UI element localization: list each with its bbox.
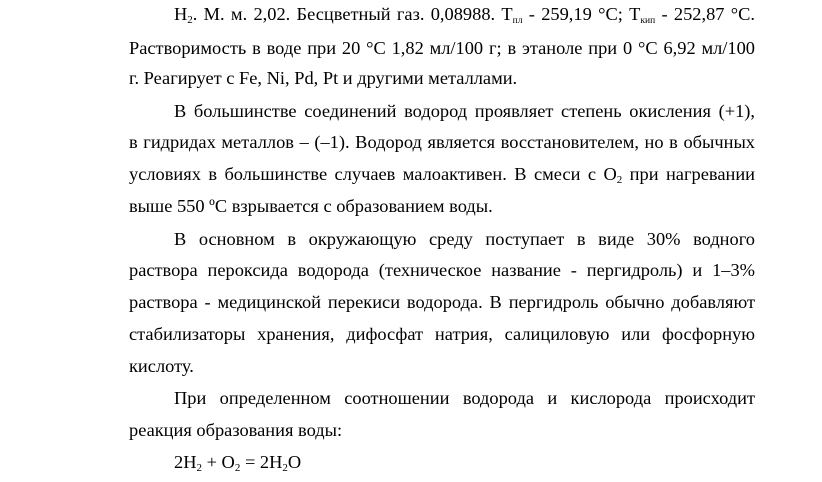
subscript: 2 — [234, 462, 241, 474]
p1-line-3: г. Реагирует с Fe, Ni, Pd, Pt и другими металлами. — [129, 68, 518, 88]
text-run: условиях в большинстве случаев малоактивен. В смеси с O — [129, 164, 617, 184]
p3-line-4: стабилизаторы хранения, дифосфат натрия, салициловую или фосфорную — [129, 324, 755, 344]
p1-line-2: Растворимость в воде при 20 °С 1,82 мл/100 г; в этаноле при 0 °С 6,92 мл/100 — [129, 38, 755, 58]
subscript: 2 — [616, 174, 623, 186]
subscript: кип — [640, 16, 656, 26]
text-run: O — [287, 452, 302, 472]
text-run: 2H — [174, 452, 197, 472]
text-run: при нагревании — [622, 164, 756, 184]
text-run: - 259,19 °С; Т — [522, 4, 641, 24]
subscript: пл — [512, 16, 523, 26]
text-run: H — [174, 4, 188, 24]
p3-line-2: раствора пероксида водорода (техническое название - пергидроль) и 1–3% — [129, 260, 755, 280]
p2-line-1: В большинстве соединений водород проявляет степень окисления (+1), — [174, 101, 755, 121]
reaction-equation — [174, 451, 301, 473]
subscript: 2 — [282, 462, 288, 474]
p2-line-3 — [129, 163, 755, 185]
text-run: + O — [201, 452, 235, 472]
subscript: 2 — [187, 14, 193, 26]
p3-line-1: В основном в окружающую среду поступает в виде 30% водного — [174, 229, 755, 249]
p2-line-4: выше 550 ºС взрывается с образованием воды. — [129, 196, 493, 216]
p2-line-2: в гидридах металлов – (–1). Водород является восстановителем, но в обычных — [129, 132, 755, 152]
p3-line-5: кислоту. — [129, 356, 194, 376]
p1-line-1 — [174, 3, 755, 25]
subscript: 2 — [196, 462, 202, 474]
text-run: - 252,87 °С. — [655, 4, 756, 24]
p4-line-2: реакция образования воды: — [129, 420, 343, 440]
p4-line-1: При определенном соотношении водорода и кислорода происходит — [174, 388, 755, 408]
p3-line-3: раствора - медицинской перекиси водорода. В пергидроль обычно добавляют — [129, 292, 755, 312]
text-run: = 2H — [240, 452, 283, 472]
text-run: . М. м. 2,02. Бесцветный газ. 0,08988. Т — [192, 4, 513, 24]
